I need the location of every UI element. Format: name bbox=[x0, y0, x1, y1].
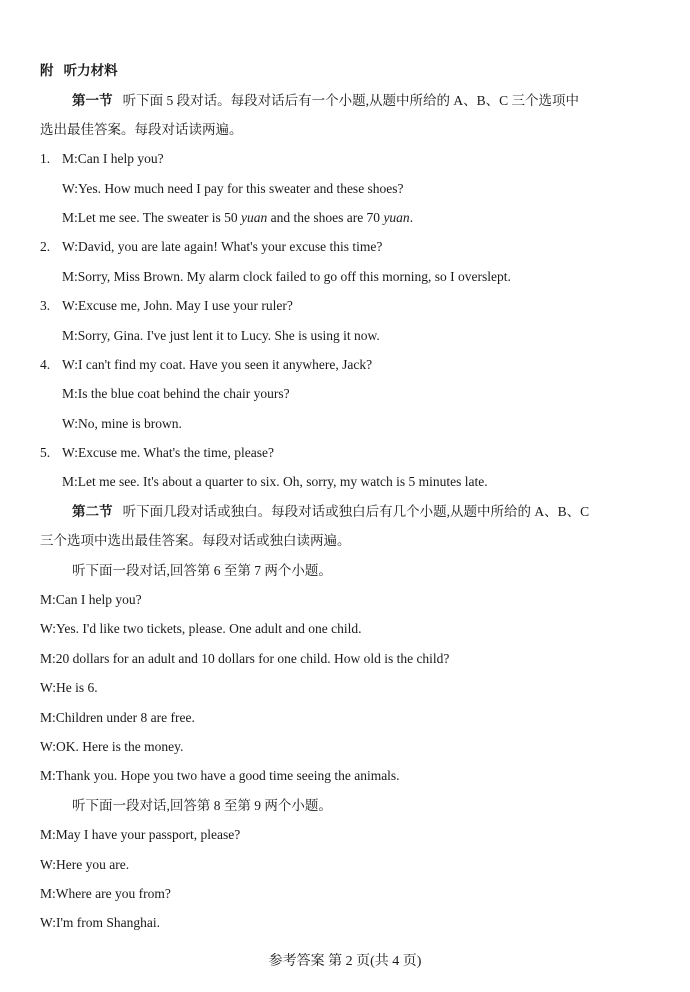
dialogue-line bbox=[62, 415, 182, 433]
dialogue-text: OK. Here is the money. bbox=[56, 739, 184, 754]
dialogue-text: David, you are late again! What's your excuse this time? bbox=[78, 239, 383, 254]
currency-word: yuan bbox=[240, 210, 268, 225]
speaker-label: M: bbox=[40, 886, 56, 901]
dialogue-text: Yes. How much need I pay for this sweater and these shoes? bbox=[78, 181, 404, 196]
dialogue-text: Children under 8 are free. bbox=[55, 710, 195, 725]
dialogue-text: Here you are. bbox=[56, 857, 130, 872]
dialogue-text: Let me see. The sweater is 50 bbox=[77, 210, 241, 225]
speaker-label: M: bbox=[62, 151, 78, 166]
dialogue-text: He is 6. bbox=[56, 680, 98, 695]
dialogue-line bbox=[40, 620, 362, 638]
speaker-label: M: bbox=[62, 386, 78, 401]
speaker-label: M: bbox=[40, 827, 56, 842]
dialogue-line bbox=[62, 385, 290, 403]
dialogue-text: No, mine is brown. bbox=[78, 416, 182, 431]
speaker-label: W: bbox=[62, 298, 78, 313]
dialogue-text: Sorry, Miss Brown. My alarm clock failed to go off this morning, so I overslept. bbox=[77, 269, 511, 284]
question-number: 1. bbox=[40, 151, 51, 166]
question-number: 4. bbox=[40, 357, 51, 372]
dialogue-text: I can't find my coat. Have you seen it anywhere, Jack? bbox=[78, 357, 373, 372]
question-number: 2. bbox=[40, 239, 51, 254]
speaker-label: W: bbox=[62, 445, 78, 460]
section2-instruction-line2: 三个选项中选出最佳答案。每段对话或独白读两遍。 bbox=[40, 533, 351, 548]
dialogue-text: and the shoes are 70 bbox=[267, 210, 384, 225]
dialogue-text: 20 dollars for an adult and 10 dollars for one child. How old is the child? bbox=[55, 651, 450, 666]
speaker-label: W: bbox=[62, 357, 78, 372]
dialogue-line bbox=[40, 738, 183, 756]
speaker-label: M: bbox=[40, 710, 56, 725]
part6-intro: 听下面一段对话,回答第 6 至第 7 两个小题。 bbox=[72, 563, 332, 578]
dialogue-text: Where are you from? bbox=[55, 886, 171, 901]
speaker-label: M: bbox=[62, 474, 78, 489]
dialogue-text: Can I help you? bbox=[55, 592, 142, 607]
section1-instruction bbox=[72, 92, 579, 110]
dialogue-line bbox=[40, 767, 400, 785]
speaker-label: M: bbox=[40, 592, 56, 607]
section1-instruction-line2: 选出最佳答案。每段对话读两遍。 bbox=[40, 122, 243, 137]
dialogue-line bbox=[62, 268, 511, 286]
dialogue-line bbox=[40, 826, 240, 844]
question-number: 5. bbox=[40, 445, 51, 460]
dialogue-line bbox=[40, 885, 171, 903]
speaker-label: M: bbox=[62, 210, 78, 225]
section1-instruction-line1: 听下面 5 段对话。每段对话后有一个小题,从题中所给的 A、B、C 三个选项中 bbox=[122, 93, 580, 108]
speaker-label: M: bbox=[40, 651, 56, 666]
dialogue-text: Sorry, Gina. I've just lent it to Lucy. She is using it now. bbox=[77, 328, 380, 343]
speaker-label: W: bbox=[40, 739, 56, 754]
speaker-label: W: bbox=[40, 621, 56, 636]
part8-intro: 听下面一段对话,回答第 8 至第 9 两个小题。 bbox=[72, 798, 332, 813]
section1-label: 第一节 bbox=[72, 93, 113, 108]
dialogue-text: Excuse me, John. May I use your ruler? bbox=[78, 298, 293, 313]
section2-instruction-line1: 听下面几段对话或独白。每段对话或独白后有几个小题,从题中所给的 A、B、C bbox=[122, 504, 590, 519]
dialogue-text: May I have your passport, please? bbox=[55, 827, 241, 842]
dialogue-line bbox=[40, 444, 274, 462]
appendix-label: 附 bbox=[40, 63, 54, 78]
dialogue-line bbox=[40, 150, 164, 168]
dialogue-line bbox=[62, 180, 404, 198]
speaker-label: M: bbox=[62, 328, 78, 343]
dialogue-line bbox=[62, 473, 488, 491]
dialogue-line bbox=[40, 679, 98, 697]
dialogue-line bbox=[40, 297, 293, 315]
page-footer: 参考答案 第 2 页(共 4 页) bbox=[268, 954, 422, 969]
speaker-label: M: bbox=[40, 768, 56, 783]
speaker-label: W: bbox=[62, 239, 78, 254]
dialogue-text: Yes. I'd like two tickets, please. One adult and one child. bbox=[56, 621, 362, 636]
section2-label: 第二节 bbox=[72, 504, 113, 519]
dialogue-line bbox=[40, 356, 372, 374]
dialogue-text: Is the blue coat behind the chair yours? bbox=[77, 386, 290, 401]
speaker-label: M: bbox=[62, 269, 78, 284]
dialogue-text: Excuse me. What's the time, please? bbox=[78, 445, 274, 460]
dialogue-line bbox=[40, 650, 449, 668]
speaker-label: W: bbox=[40, 915, 56, 930]
dialogue-line bbox=[62, 209, 413, 227]
dialogue-line bbox=[40, 591, 142, 609]
dialogue-line bbox=[40, 856, 129, 874]
currency-word: yuan bbox=[383, 210, 410, 225]
section2-instruction bbox=[72, 503, 589, 521]
speaker-label: W: bbox=[40, 680, 56, 695]
dialogue-text: Thank you. Hope you two have a good time seeing the animals. bbox=[55, 768, 400, 783]
dialogue-text: . bbox=[409, 210, 414, 225]
speaker-label: W: bbox=[40, 857, 56, 872]
dialogue-text: Can I help you? bbox=[77, 151, 164, 166]
appendix-heading bbox=[40, 62, 118, 80]
dialogue-line bbox=[40, 709, 195, 727]
dialogue-line bbox=[40, 238, 382, 256]
appendix-title: 听力材料 bbox=[63, 63, 118, 78]
dialogue-line bbox=[40, 914, 160, 932]
speaker-label: W: bbox=[62, 181, 78, 196]
dialogue-text: I'm from Shanghai. bbox=[56, 915, 161, 930]
speaker-label: W: bbox=[62, 416, 78, 431]
dialogue-text: Let me see. It's about a quarter to six. Oh, sorry, my watch is 5 minutes late. bbox=[77, 474, 488, 489]
dialogue-line bbox=[62, 327, 380, 345]
question-number: 3. bbox=[40, 298, 51, 313]
